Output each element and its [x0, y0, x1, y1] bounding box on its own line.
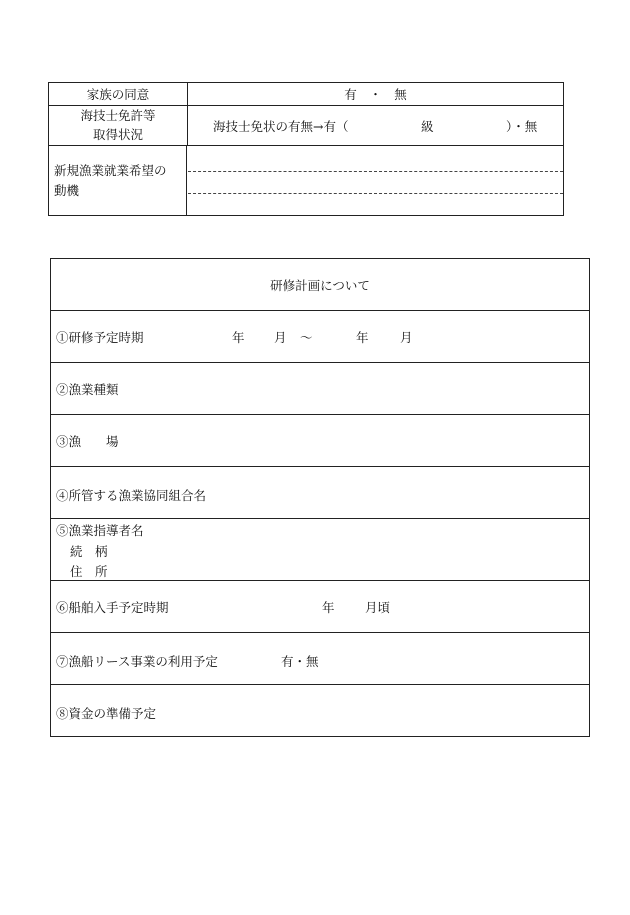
motive-label-line2: 動機 — [54, 183, 80, 198]
motive-row — [49, 145, 563, 215]
license-row — [49, 105, 563, 146]
vessel-acquisition-year: 年 — [322, 600, 335, 615]
training-period-month2: 月 — [400, 330, 413, 345]
motive-label-line1: 新規漁業就業希望の — [54, 163, 167, 178]
applicant-info-table — [48, 82, 564, 216]
license-grade: 級 — [421, 119, 434, 134]
license-suffix: ）・無 — [506, 119, 538, 134]
cooperative-label: ④所管する漁業協同組合名 — [56, 488, 207, 503]
row-funding[interactable] — [51, 685, 589, 736]
row-vessel-lease[interactable] — [51, 633, 589, 685]
row-vessel-acquisition[interactable] — [51, 581, 589, 633]
vessel-acquisition-month: 月頃 — [365, 600, 391, 615]
row-fishing-ground[interactable] — [51, 415, 589, 467]
training-period-year1: 年 — [232, 330, 245, 345]
motive-label — [49, 145, 187, 215]
license-label-line1: 海技士免許等 — [80, 108, 156, 123]
instructor-relation: 続 柄 — [70, 544, 108, 559]
vessel-lease-choice[interactable]: 有・無 — [281, 654, 319, 669]
vessel-acquisition-label: ⑥船舶入手予定時期 — [56, 600, 169, 615]
training-plan-title: 研修計画について — [51, 259, 589, 311]
dotted-line-2 — [188, 193, 563, 194]
motive-input[interactable] — [188, 145, 563, 215]
vessel-lease-label: ⑦漁船リース事業の利用予定 — [56, 654, 218, 669]
funding-label: ⑧資金の準備予定 — [56, 706, 157, 721]
training-period-label: ①研修予定時期 — [56, 330, 144, 345]
instructor-address: 住 所 — [70, 564, 108, 579]
consent-label: 家族の同意 — [49, 83, 188, 105]
fishing-ground-label: ③漁 場 — [56, 434, 119, 449]
license-label — [49, 105, 188, 145]
training-plan-table — [50, 258, 590, 737]
license-label-line2: 取得状況 — [92, 127, 143, 142]
license-prefix: 海技士免状の有無→有（ — [213, 119, 349, 134]
training-period-tilde: ～ — [300, 330, 313, 345]
license-value[interactable] — [188, 105, 563, 145]
consent-value[interactable]: 有 ・ 無 — [344, 87, 407, 102]
instructor-label: ⑤漁業指導者名 — [56, 523, 144, 538]
row-instructor[interactable] — [51, 519, 589, 581]
fishery-type-label: ②漁業種類 — [56, 382, 119, 397]
training-period-year2: 年 — [356, 330, 369, 345]
row-fishery-type[interactable] — [51, 363, 589, 415]
training-period-month1: 月 — [274, 330, 287, 345]
row-cooperative[interactable] — [51, 467, 589, 519]
consent-row — [49, 83, 563, 106]
dotted-line-1 — [188, 171, 563, 172]
row-training-period[interactable] — [51, 311, 589, 363]
